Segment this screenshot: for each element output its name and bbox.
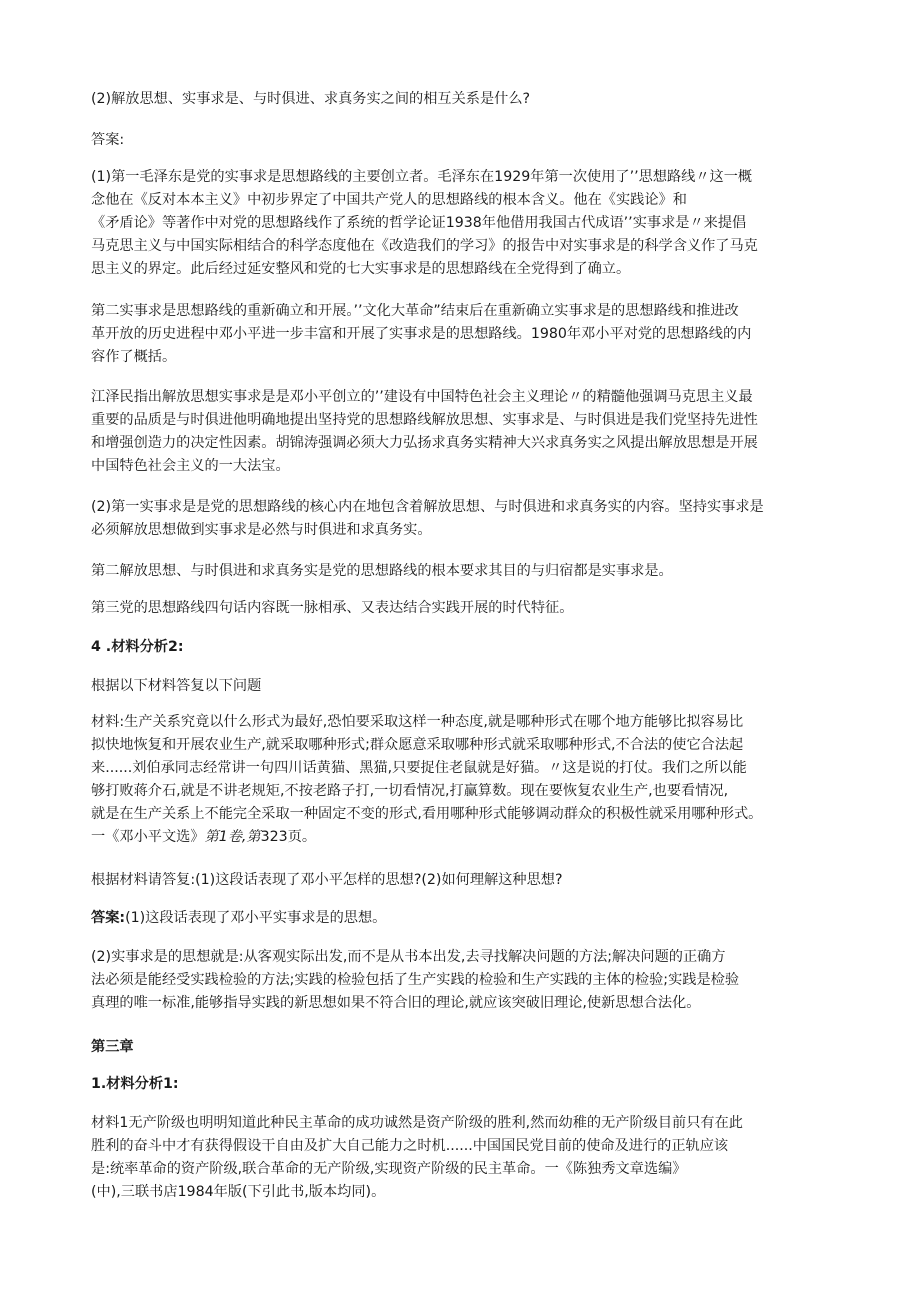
- text-line: 和增强创造力的决定性因素。胡锦涛强调必须大力弘扬求真务实精神大兴求真务实之风提出解放思想是开展: [91, 435, 758, 451]
- answer-1-paragraph: [91, 166, 836, 281]
- question-line: 根据材料请答复:(1)这段话表现了邓小平怎样的思想?(2)如何理解这种思想?: [91, 872, 563, 888]
- text-line: 容作了概括。: [91, 349, 177, 365]
- answer-label: 答案:: [91, 132, 125, 148]
- text-line: (1)第一毛泽东是党的实事求是思想路线的主要创立者。毛泽东在1929年第一次使用了’’思想路线〃这一概: [91, 169, 753, 185]
- text-line: 《矛盾论》等著作中对党的思想路线作了系统的哲学论证1938年他借用我国古代成语’’实事求是〃来提倡: [91, 215, 747, 231]
- answer-q1-line: [91, 907, 836, 930]
- text-line: (2)实事求是的思想就是:从客观实际出发,而不是从书本出发,去寻找解决问题的方法;解决问题的正确方: [91, 949, 726, 965]
- text-line: 法必须是能经受实践检验的方法;实践的检验包括了生产实践的检验和生产实践的主体的检验;实践是检验: [91, 972, 740, 988]
- section-4-title: 4 .材料分析2:: [91, 639, 184, 655]
- source-volume: 第1卷,第: [204, 829, 261, 845]
- material-paragraph: [91, 711, 836, 849]
- text-line: 来......刘伯承同志经常讲一句四川话黄猫、黑猫,只要捉住老鼠就是好猫。〃这是说的打仗。我们之所以能: [91, 760, 747, 776]
- text-line: 材料:生产关系究竟以什么形式为最好,恐怕要采取这样一种态度,就是哪种形式在哪个地方能够比拟容易比: [91, 714, 744, 730]
- text-line: 革开放的历史进程中邓小平进一步丰富和开展了实事求是的思想路线。1980年邓小平对党的思想路线的内: [91, 326, 752, 342]
- text-line: 思主义的界定。此后经过延安整风和党的七大实事求是的思想路线在全党得到了确立。: [91, 261, 631, 277]
- text-line: 胜利的奋斗中才有获得假设干自由及扩大自己能力之时机......中国国民党目前的使命及进行的正轨应该: [91, 1138, 729, 1154]
- answer-q1: (1)这段话表现了邓小平实事求是的思想。: [125, 910, 387, 926]
- answer-1b-paragraph: [91, 300, 836, 369]
- answer-2-paragraph: [91, 496, 836, 542]
- text-line: 够打败蒋介石,就是不讲老规矩,不按老路子打,一切看情况,打赢算数。现在要恢复农业生产,也要看情况,: [91, 783, 729, 799]
- text-line: (2)第一实事求是是党的思想路线的核心内在地包含着解放思想、与时俱进和求真务实的内容。坚持实事求是: [91, 499, 764, 515]
- answer-q2-paragraph: [91, 946, 836, 1015]
- text-line: 就是在生产关系上不能完全采取一种固定不变的形式,看用哪种形式能够调动群众的积极性就采用哪种形式。: [91, 806, 763, 822]
- text-line: (中),三联书店1984年版(下引此书,版本均同)。: [91, 1184, 386, 1200]
- answer-1c-paragraph: [91, 386, 836, 478]
- text-line: 重要的品质是与时俱进他明确地提出坚持党的思想路线解放思想、实事求是、与时俱进是我们党坚持先进性: [91, 412, 758, 428]
- source-page: 323页。: [260, 829, 317, 845]
- material-2-paragraph: [91, 1112, 836, 1204]
- text-line: 拟快地恢复和开展农业生产,就采取哪种形式;群众愿意采取哪种形式就采取哪种形式,不合法的使它合法起: [91, 737, 744, 753]
- text-line: 必须解放思想做到实事求是必然与时俱进和求真务实。: [91, 522, 432, 538]
- question-2: (2)解放思想、实事求是、与时俱进、求真务实之间的相互关系是什么?: [91, 91, 531, 107]
- source-book: 一《邓小平文选》: [91, 829, 205, 845]
- text-line: 马克思主义与中国实际相结合的科学态度他在《改造我们的学习》的报告中对实事求是的科学含义作了马克: [91, 238, 758, 254]
- chapter-3-heading: 第三章: [91, 1039, 134, 1055]
- answer-2b: 第二解放思想、与时俱进和求真务实是党的思想路线的根本要求其目的与归宿都是实事求是。: [91, 563, 673, 579]
- answer-2c: 第三党的思想路线四句话内容既一脉相承、又表达结合实践开展的时代特征。: [91, 600, 574, 616]
- text-line: 念他在《反对本本主义》中初步界定了中国共产党人的思想路线的根本含义。他在《实践论》和: [91, 192, 687, 208]
- material-source: [91, 826, 836, 849]
- text-line: 是:统率革命的资产阶级,联合革命的无产阶级,实现资产阶级的民主革命。一《陈独秀文章选编》: [91, 1161, 687, 1177]
- text-line: 真理的唯一标准,能够指导实践的新思想如果不符合旧的理论,就应该突破旧理论,使新思想合法化。: [91, 995, 701, 1011]
- section-4-instruction: 根据以下材料答复以下问题: [91, 678, 262, 694]
- text-line: 中国特色社会主义的一大法宝。: [91, 458, 290, 474]
- text-line: 材料1无产阶级也明明知道此种民主革命的成功诚然是资产阶级的胜利,然而幼稚的无产阶级目前只有在此: [91, 1115, 743, 1131]
- text-line: 第二实事求是思想路线的重新确立和开展。’’文化大革命”结束后在重新确立实事求是的思想路线和推进改: [91, 303, 739, 319]
- section-1-title: 1.材料分析1:: [91, 1076, 179, 1092]
- text-line: 江泽民指出解放思想实事求是是邓小平创立的’’建设有中国特色社会主义理论〃的精髓他强调马克思主义最: [91, 389, 753, 405]
- answer-label: 答案:: [91, 910, 126, 926]
